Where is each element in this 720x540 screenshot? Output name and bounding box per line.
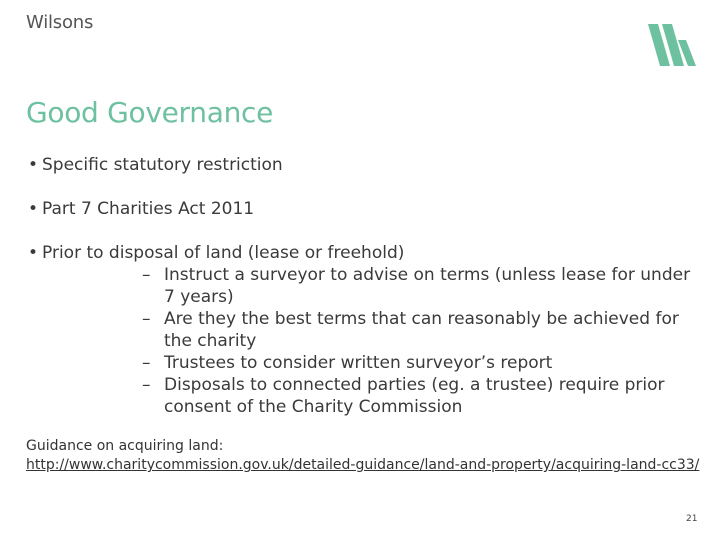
sub-bullet-text: Disposals to connected parties (eg. a trustee) require prior consent of the Charity Commission bbox=[164, 375, 665, 417]
bullet-item bbox=[28, 154, 698, 176]
sub-bullet-item bbox=[142, 264, 698, 308]
guidance-note bbox=[26, 437, 706, 475]
sub-bullet-dash: – bbox=[142, 265, 151, 285]
bullet-dot: • bbox=[28, 243, 39, 263]
brand-name: Wilsons bbox=[26, 12, 94, 33]
bullet-item bbox=[28, 198, 698, 220]
slide-title: Good Governance bbox=[26, 96, 274, 129]
sub-bullet-dash: – bbox=[142, 353, 151, 373]
guidance-link-wrapper bbox=[26, 456, 706, 475]
sub-bullet-text: Trustees to consider written surveyor’s report bbox=[164, 353, 553, 373]
bullet-text: Specific statutory restriction bbox=[42, 155, 283, 175]
sub-bullet-item bbox=[142, 308, 698, 352]
bullet-text: Part 7 Charities Act 2011 bbox=[42, 199, 255, 219]
sub-bullet-dash: – bbox=[142, 309, 151, 329]
sub-bullet-text: Are they the best terms that can reasonably be achieved for the charity bbox=[164, 309, 679, 351]
bullet-dot: • bbox=[28, 199, 39, 219]
sub-bullet-text: Instruct a surveyor to advise on terms (unless lease for under 7 years) bbox=[164, 265, 691, 307]
bullet-text: Prior to disposal of land (lease or freehold) bbox=[42, 243, 405, 263]
bullet-list bbox=[28, 154, 698, 418]
bullet-dot: • bbox=[28, 155, 39, 175]
sub-bullet-item bbox=[142, 352, 698, 374]
bullet-item bbox=[28, 242, 698, 264]
sub-bullet-dash: – bbox=[142, 375, 151, 395]
sub-bullet-list bbox=[28, 264, 698, 418]
page-number: 21 bbox=[686, 514, 698, 524]
guidance-label: Guidance on acquiring land: bbox=[26, 438, 224, 454]
guidance-link[interactable]: http://www.charitycommission.gov.uk/detailed-guidance/land-and-property/acquiring-land-cc33/ bbox=[26, 457, 700, 473]
sub-bullet-item bbox=[142, 374, 698, 418]
wilsons-w-logo-icon bbox=[648, 24, 696, 66]
